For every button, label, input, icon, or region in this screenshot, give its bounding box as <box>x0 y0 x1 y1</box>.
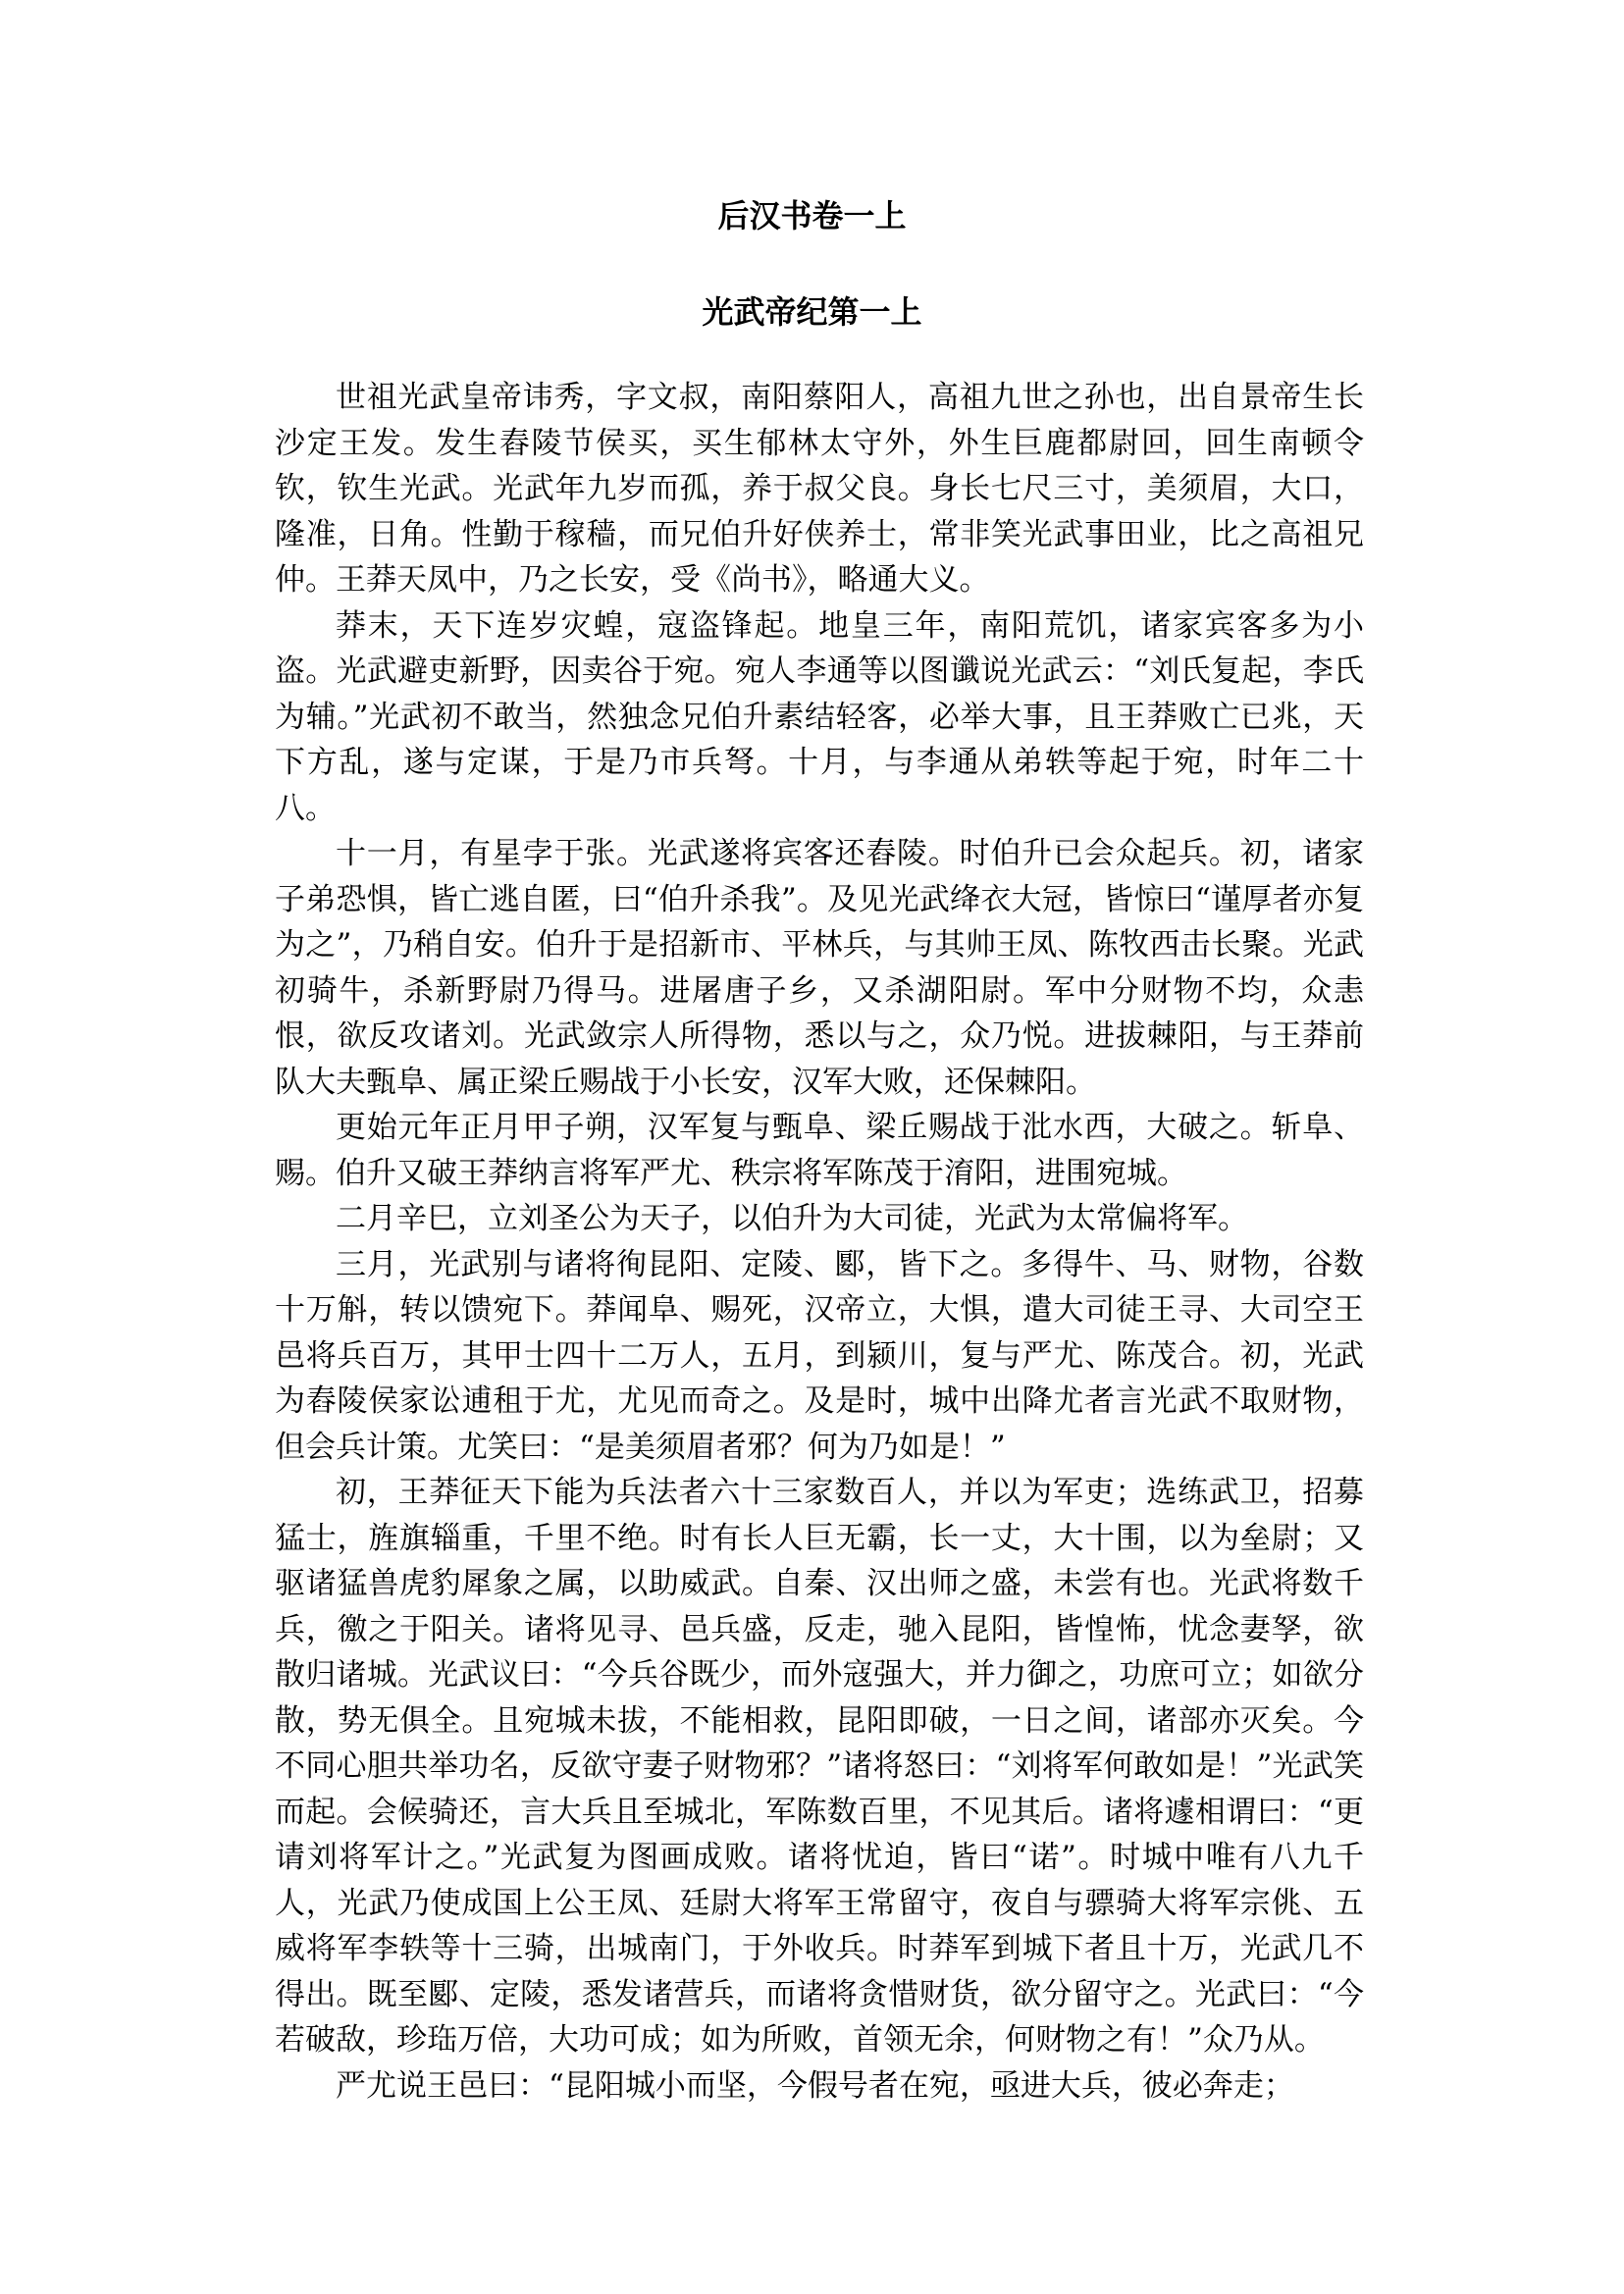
paragraph: 三月，光武别与诸将徇昆阳、定陵、郾，皆下之。多得牛、马、财物，谷数十万斛，转以馈宛下。莽闻阜、赐死，汉帝立，大惧，遣大司徒王寻、大司空王邑将兵百万，其甲士四十二万人，五月，到颍川，复与严尤、陈茂合。初，光武为舂陵侯家讼逋租于尤，尤见而奇之。及是时，城中出降尤者言光武不取财物，但会兵计策。尤笑曰：“是美须眉者邪？何为乃如是！” <box>275 1246 1364 1465</box>
paragraph: 莽末，天下连岁灾蝗，寇盗锋起。地皇三年，南阳荒饥，诸家宾客多为小盗。光武避吏新野，因卖谷于宛。宛人李通等以图谶说光武云：“刘氏复起，李氏为辅。”光武初不敢当，然独念兄伯升素结轻客，必举大事，且王莽败亡已兆，天下方乱，遂与定谋，于是乃市兵弩。十月，与李通从弟轶等起于宛，时年二十八。 <box>275 607 1364 826</box>
paragraph: 二月辛巳，立刘圣公为天子，以伯升为大司徒，光武为太常偏将军。 <box>336 1201 1248 1236</box>
body-text <box>275 375 1364 2109</box>
chapter-title: 光武帝纪第一上 <box>702 293 922 331</box>
paragraph: 世祖光武皇帝讳秀，字文叔，南阳蔡阳人，高祖九世之孙也，出自景帝生长沙定王发。发生舂陵节侯买，买生郁林太守外，外生巨鹿都尉回，回生南顿令钦，钦生光武。光武年九岁而孤，养于叔父良。身长七尺三寸，美须眉，大口，隆准，日角。性勤于稼穑，而兄伯升好侠养士，常非笑光武事田业，比之高祖兄仲。王莽天凤中，乃之长安，受《尚书》，略通大义。 <box>275 380 1364 598</box>
paragraph: 初，王莽征天下能为兵法者六十三家数百人，并以为军吏；选练武卫，招募猛士，旌旗辎重，千里不绝。时有长人巨无霸，长一丈，大十围，以为垒尉；又驱诸猛兽虎豹犀象之属，以助威武。自秦、汉出师之盛，未尝有也。光武将数千兵，徼之于阳关。诸将见寻、邑兵盛，反走，驰入昆阳，皆惶怖，忧念妻孥，欲散归诸城。光武议曰：“今兵谷既少，而外寇强大，并力御之，功庶可立；如欲分散，势无俱全。且宛城未拔，不能相救，昆阳即破，一日之间，诸部亦灭矣。今不同心胆共举功名，反欲守妻子财物邪？”诸将怒曰：“刘将军何敢如是！”光武笑而起。会候骑还，言大兵且至城北，军陈数百里，不见其后。诸将遽相谓曰：“更请刘将军计之。”光武复为图画成败。诸将忧迫，皆曰“诺”。时城中唯有八九千人，光武乃使成国上公王凤、廷尉大将军王常留守，夜自与骠骑大将军宗佻、五威将军李轶等十三骑，出城南门，于外收兵。时莽军到城下者且十万，光武几不得出。既至郾、定陵，悉发诸营兵，而诸将贪惜财货，欲分留守之。光武曰：“今若破敌，珍珤万倍，大功可成；如为所败，首领无余，何财物之有！”众乃从。 <box>275 1475 1364 2058</box>
paragraph: 严尤说王邑曰：“昆阳城小而坚，今假号者在宛，亟进大兵，彼必奔走； <box>336 2067 1294 2104</box>
book-title: 后汉书卷一上 <box>717 197 907 235</box>
paragraph: 十一月，有星孛于张。光武遂将宾客还舂陵。时伯升已会众起兵。初，诸家子弟恐惧，皆亡逃自匿，曰“伯升杀我”。及见光武绛衣大冠，皆惊曰“谨厚者亦复为之”，乃稍自安。伯升于是招新市、平林兵，与其帅王凤、陈牧西击长聚。光武初骑牛，杀新野尉乃得马。进屠唐子乡，又杀湖阳尉。军中分财物不均，众恚恨，欲反攻诸刘。光武敛宗人所得物，悉以与之，众乃悦。进拔棘阳，与王莽前队大夫甄阜、属正梁丘赐战于小长安，汉军大败，还保棘阳。 <box>275 836 1364 1100</box>
paragraph: 更始元年正月甲子朔，汉军复与甄阜、梁丘赐战于沘水西，大破之。斩阜、赐。伯升又破王莽纳言将军严尤、秩宗将军陈茂于淯阳，进围宛城。 <box>275 1110 1364 1191</box>
